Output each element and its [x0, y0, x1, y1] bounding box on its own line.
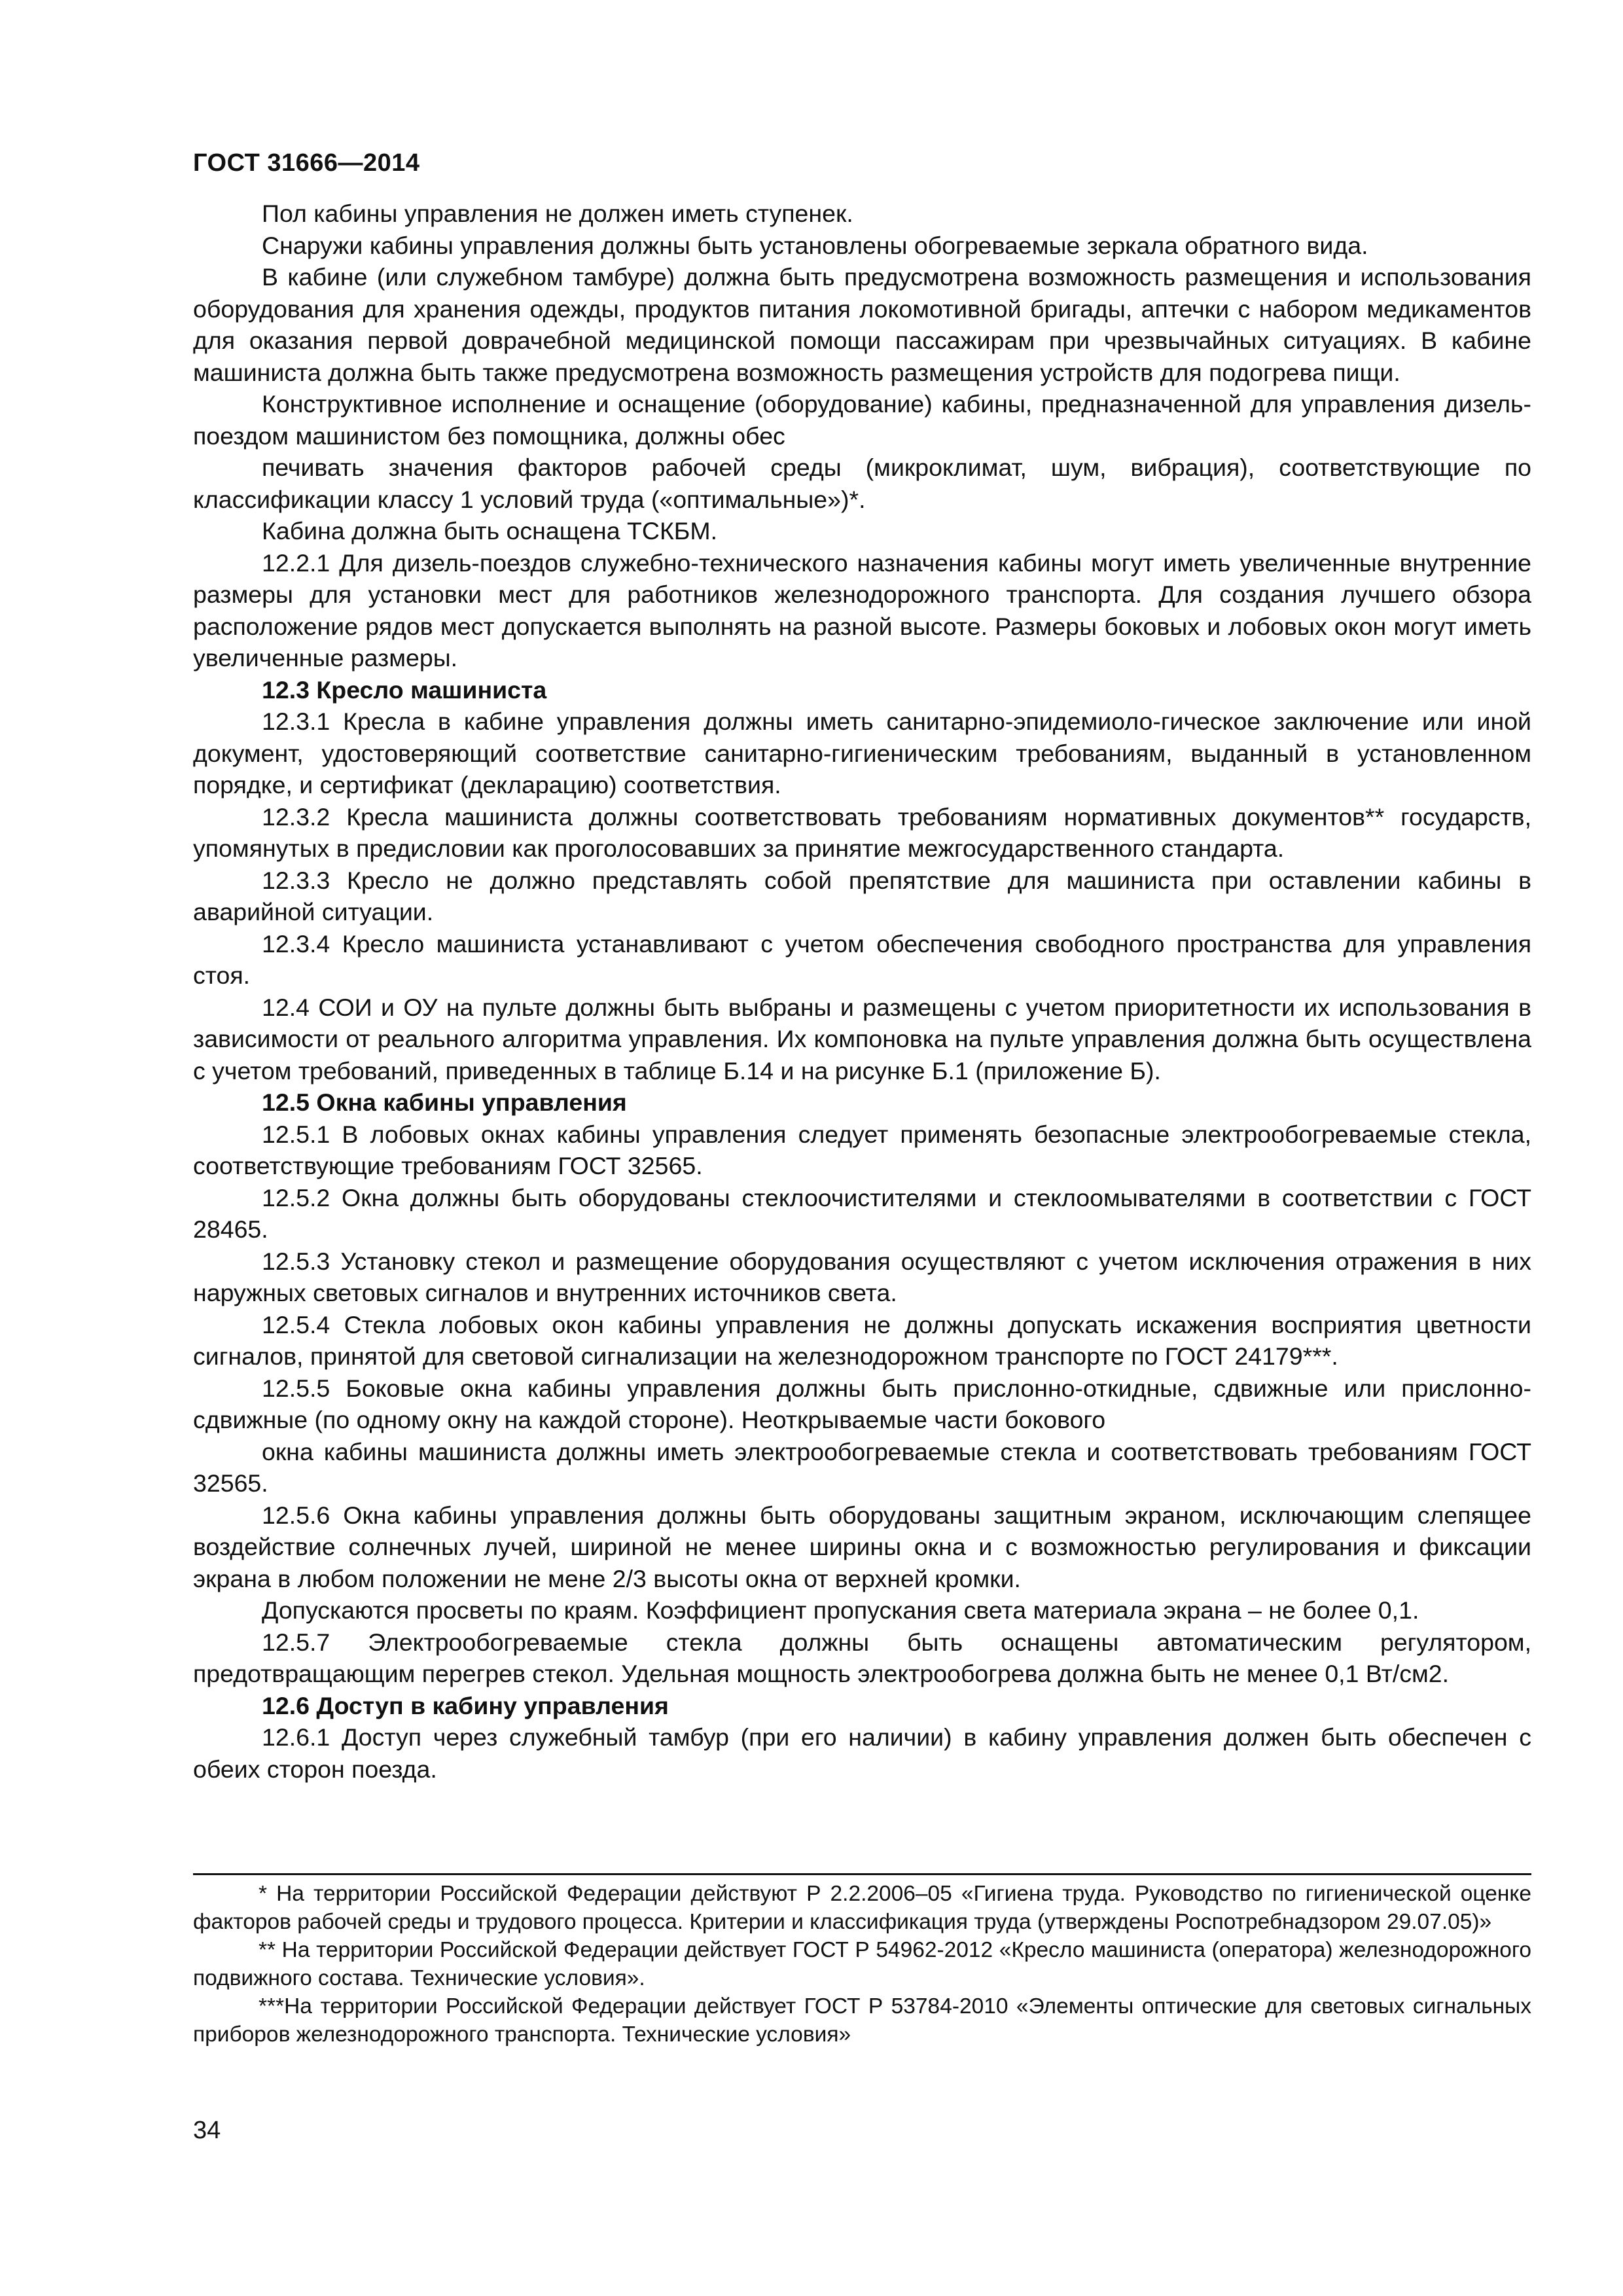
paragraph: окна кабины машиниста должны иметь электрообогреваемые стекла и соответствовать требованиям ГОСТ 32565.	[193, 1437, 1531, 1497]
paragraph: печивать значения факторов рабочей среды (микроклимат, шум, вибрация), соответствующие по классификации классу 1 условий труда («оптимальные»)*.	[193, 454, 1531, 513]
paragraph: В кабине (или служебном тамбуре) должна быть предусмотрена возможность размещения и использования оборудования для хранения одежды, продуктов питания локомотивной бригады, аптечки с набором медикаментов для оказания первой доврачебной медицинской помощи пассажирам при чрезвычайных ситуациях. В кабине машиниста должна быть также предусмотрена возможность размещения устройств для подогрева пищи.	[193, 263, 1531, 386]
paragraph: 12.5.1 В лобовых окнах кабины управления следует применять безопасные электрообогреваемые стекла, соответствующие требованиям ГОСТ 32565.	[193, 1120, 1531, 1179]
section-heading: 12.5 Окна кабины управления	[262, 1088, 627, 1116]
footnote: ***На территории Российской Федерации действует ГОСТ Р 53784-2010 «Элементы оптические для световых сигнальных приборов железнодорожного транспорта. Технические условия»	[193, 1994, 1531, 2047]
document-header: ГОСТ 31666—2014	[193, 149, 420, 177]
paragraph: 12.6.1 Доступ через служебный тамбур (при его наличии) в кабину управления должен быть обеспечен с обеих сторон поезда.	[193, 1723, 1531, 1783]
paragraph: 12.5.7 Электрообогреваемые стекла должны быть оснащены автоматическим регулятором, предотвращающим перегрев стекол. Удельная мощность электрообогрева должна быть не менее 0,1 Вт/см2.	[193, 1628, 1531, 1687]
footnote: * На территории Российской Федерации действуют Р 2.2.2006–05 «Гигиена труда. Руководство по гигиенической оценке факторов рабочей среды и трудового процесса. Критерии и классификация труда (утверждены Роспотребнадзором 29.07.05)»	[193, 1882, 1531, 1934]
paragraph: 12.5.3 Установку стекол и размещение оборудования осуществляют с учетом исключения отражения в них наружных световых сигналов и внутренних источников света.	[193, 1247, 1531, 1306]
paragraph: 12.3.2 Кресла машиниста должны соответствовать требованиям нормативных документов** государств, упомянутых в предисловии как проголосовавших за принятие межгосударственного стандарта.	[193, 802, 1531, 862]
section-heading: 12.3 Кресло машиниста	[262, 675, 547, 704]
footnotes	[193, 1880, 1531, 2049]
paragraph: 12.5.5 Боковые окна кабины управления должны быть прислонно-откидные, сдвижные или прислонно-сдвижные (по одному окну на каждой стороне). Неоткрываемые части бокового	[193, 1374, 1531, 1433]
paragraph: 12.3.3 Кресло не должно представлять собой препятствие для машиниста при оставлении кабины в аварийной ситуации.	[193, 866, 1531, 925]
paragraph: Допускаются просветы по краям. Коэффициент пропускания света материала экрана – не более 0,1.	[262, 1596, 1419, 1624]
paragraph: 12.5.2 Окна должны быть оборудованы стеклоочистителями и стеклоомывателями в соответствии с ГОСТ 28465.	[193, 1183, 1531, 1243]
paragraph: 12.5.4 Стекла лобовых окон кабины управления не должны допускать искажения восприятия цветности сигналов, принятой для световой сигнализации на железнодорожном транспорте по ГОСТ 24179***.	[193, 1310, 1531, 1370]
paragraph: Пол кабины управления не должен иметь ступенек.	[262, 200, 853, 227]
paragraph: 12.3.4 Кресло машиниста устанавливают с учетом обеспечения свободного пространства для управления стоя.	[193, 929, 1531, 989]
footnote-divider	[193, 1873, 1531, 1875]
paragraph: 12.4 СОИ и ОУ на пульте должны быть выбраны и размещены с учетом приоритетности их использования в зависимости от реального алгоритма управления. Их компоновка на пульте управления должна быть осуществлена с учетом требований, приведенных в таблице Б.14 и на рисунке Б.1 (приложение Б).	[193, 993, 1531, 1085]
page-number: 34	[193, 2117, 221, 2144]
footnote: ** На территории Российской Федерации действует ГОСТ Р 54962-2012 «Кресло машиниста (оператора) железнодорожного подвижного состава. Технические условия».	[193, 1938, 1531, 1990]
paragraph: Кабина должна быть оснащена ТСКБМ.	[262, 517, 718, 545]
paragraph: 12.5.6 Окна кабины управления должны быть оборудованы защитным экраном, исключающим слепящее воздействие солнечных лучей, шириной не менее ширины окна и с возможностью регулирования и фиксации экрана в любом положении не мене 2/3 высоты окна от верхней кромки.	[193, 1501, 1531, 1592]
paragraph: Конструктивное исполнение и оснащение (оборудование) кабины, предназначенной для управления дизель-поездом машинистом без помощника, должны обес	[193, 390, 1531, 450]
paragraph: 12.2.1 Для дизель-поездов служебно-технического назначения кабины могут иметь увеличенные внутренние размеры для установки мест для работников железнодорожного транспорта. Для создания лучшего обзора расположение рядов мест допускается выполнять на разной высоте. Размеры боковых и лобовых окон могут иметь увеличенные размеры.	[193, 548, 1531, 672]
body-text	[193, 198, 1531, 1785]
paragraph: 12.3.1 Кресла в кабине управления должны иметь санитарно-эпидемиоло-гическое заключение или иной документ, удостоверяющий соответствие санитарно-гигиеническим требованиям, выданный в установленном порядке, и сертификат (декларацию) соответствия.	[193, 708, 1531, 798]
paragraph: Снаружи кабины управления должны быть установлены обогреваемые зеркала обратного вида.	[262, 231, 1368, 259]
section-heading: 12.6 Доступ в кабину управления	[262, 1691, 669, 1719]
